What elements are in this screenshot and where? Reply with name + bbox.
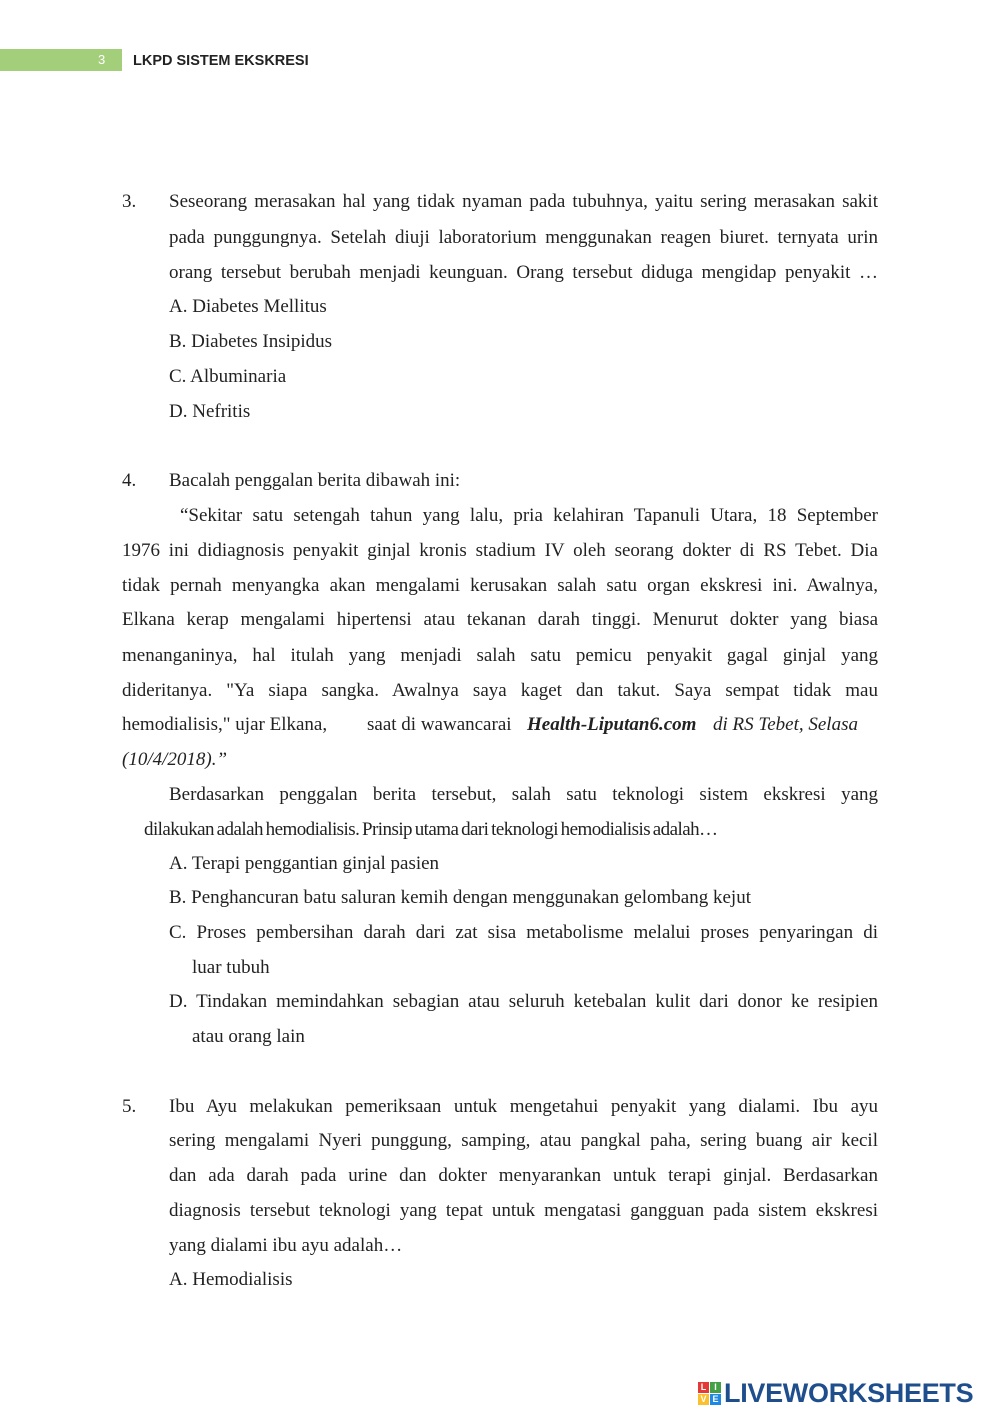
news-excerpt-line: di RS Tebet, Selasa — [713, 714, 858, 735]
question-4-option-d-cont[interactable]: atau orang lain — [192, 1026, 305, 1047]
question-4-option-a[interactable]: A. Terapi penggantian ginjal pasien — [169, 853, 440, 874]
news-excerpt-line: Elkana kerap mengalami hipertensi atau tekanan darah tinggi. Menurut dokter yang biasa — [122, 609, 878, 630]
question-4-stem-line: Berdasarkan penggalan berita tersebut, salah satu teknologi sistem ekskresi yang — [169, 784, 878, 805]
question-3-option-c[interactable]: C. Albuminaria — [169, 366, 287, 387]
question-5-stem-line: Ibu Ayu melakukan pemeriksaan untuk mengetahui penyakit yang dialami. Ibu ayu — [169, 1096, 878, 1117]
page-number: 3 — [98, 52, 106, 67]
news-excerpt-line: 1976 ini didiagnosis penyakit ginjal kronis stadium IV oleh seorang dokter di RS Tebet. Dia — [122, 540, 878, 561]
logo-letter: I — [710, 1382, 721, 1393]
question-4-number: 4. — [122, 470, 137, 491]
news-excerpt-line: dideritanya. "Ya siapa sangka. Awalnya saya kaget dan takut. Saya sempat tidak mau — [122, 680, 878, 701]
question-4-option-b[interactable]: B. Penghancuran batu saluran kemih dengan menggunakan gelombang kejut — [169, 887, 751, 908]
question-5-stem-line: diagnosis tersebut teknologi yang tepat untuk mengatasi gangguan pada sistem ekskresi — [169, 1200, 878, 1221]
question-3-option-b[interactable]: B. Diabetes Insipidus — [169, 331, 333, 352]
question-4-option-c[interactable]: C. Proses pembersihan darah dari zat sisa metabolisme melalui proses penyaringan di — [169, 922, 878, 943]
question-3-number: 3. — [122, 191, 137, 212]
question-3-option-a[interactable]: A. Diabetes Mellitus — [169, 296, 327, 317]
question-4-stem-line: dilakukan adalah hemodialisis. Prinsip utama dari teknologi hemodialisis adalah… — [144, 819, 718, 840]
document-title: LKPD SISTEM EKSKRESI — [133, 53, 309, 69]
logo-letter: E — [710, 1394, 721, 1405]
question-5-stem-line: sering mengalami Nyeri punggung, samping, atau pangkal paha, sering buang air kecil — [169, 1130, 878, 1151]
news-excerpt-line: saat di wawancarai — [367, 714, 512, 735]
news-excerpt-line: “Sekitar satu setengah tahun yang lalu, pria kelahiran Tapanuli Utara, 18 September — [180, 505, 878, 526]
news-excerpt-line: menanganinya, hal itulah yang menjadi salah satu pemicu penyakit gagal ginjal yang — [122, 645, 878, 666]
liveworksheets-watermark — [698, 1376, 973, 1410]
question-5-number: 5. — [122, 1096, 137, 1117]
question-3-stem-line: orang tersebut berubah menjadi keunguan. Orang tersebut diduga mengidap penyakit … — [169, 262, 878, 283]
news-excerpt-line: tidak pernah menyangka akan mengalami kerusakan salah satu organ ekskresi ini. Awalnya, — [122, 575, 878, 596]
question-5-option-a[interactable]: A. Hemodialisis — [169, 1269, 293, 1290]
question-3-stem-line: Seseorang merasakan hal yang tidak nyaman pada tubuhnya, yaitu sering merasakan sakit — [169, 191, 878, 212]
news-source-name: Health-Liputan6.com — [527, 714, 697, 735]
liveworksheets-wordmark: LIVEWORKSHEETS — [724, 1377, 974, 1408]
question-5-stem-line: yang dialami ibu ayu adalah… — [169, 1235, 403, 1256]
logo-letter: L — [698, 1382, 709, 1393]
question-3-stem-line: pada punggungnya. Setelah diuji laboratorium menggunakan reagen biuret. ternyata urin — [169, 227, 878, 248]
question-4-option-d[interactable]: D. Tindakan memindahkan sebagian atau seluruh ketebalan kulit dari donor ke resipien — [169, 991, 878, 1012]
liveworksheets-logo-icon — [698, 1382, 721, 1405]
question-5-stem-line: dan ada darah pada urine dan dokter menyarankan untuk terapi ginjal. Berdasarkan — [169, 1165, 878, 1186]
question-4-option-c-cont[interactable]: luar tubuh — [192, 957, 270, 978]
news-excerpt-line: hemodialisis," ujar Elkana, — [122, 714, 328, 735]
question-4-intro: Bacalah penggalan berita dibawah ini: — [169, 470, 461, 491]
logo-letter: V — [698, 1394, 709, 1405]
question-3-option-d[interactable]: D. Nefritis — [169, 401, 251, 422]
news-excerpt-end: (10/4/2018).” — [122, 749, 228, 770]
